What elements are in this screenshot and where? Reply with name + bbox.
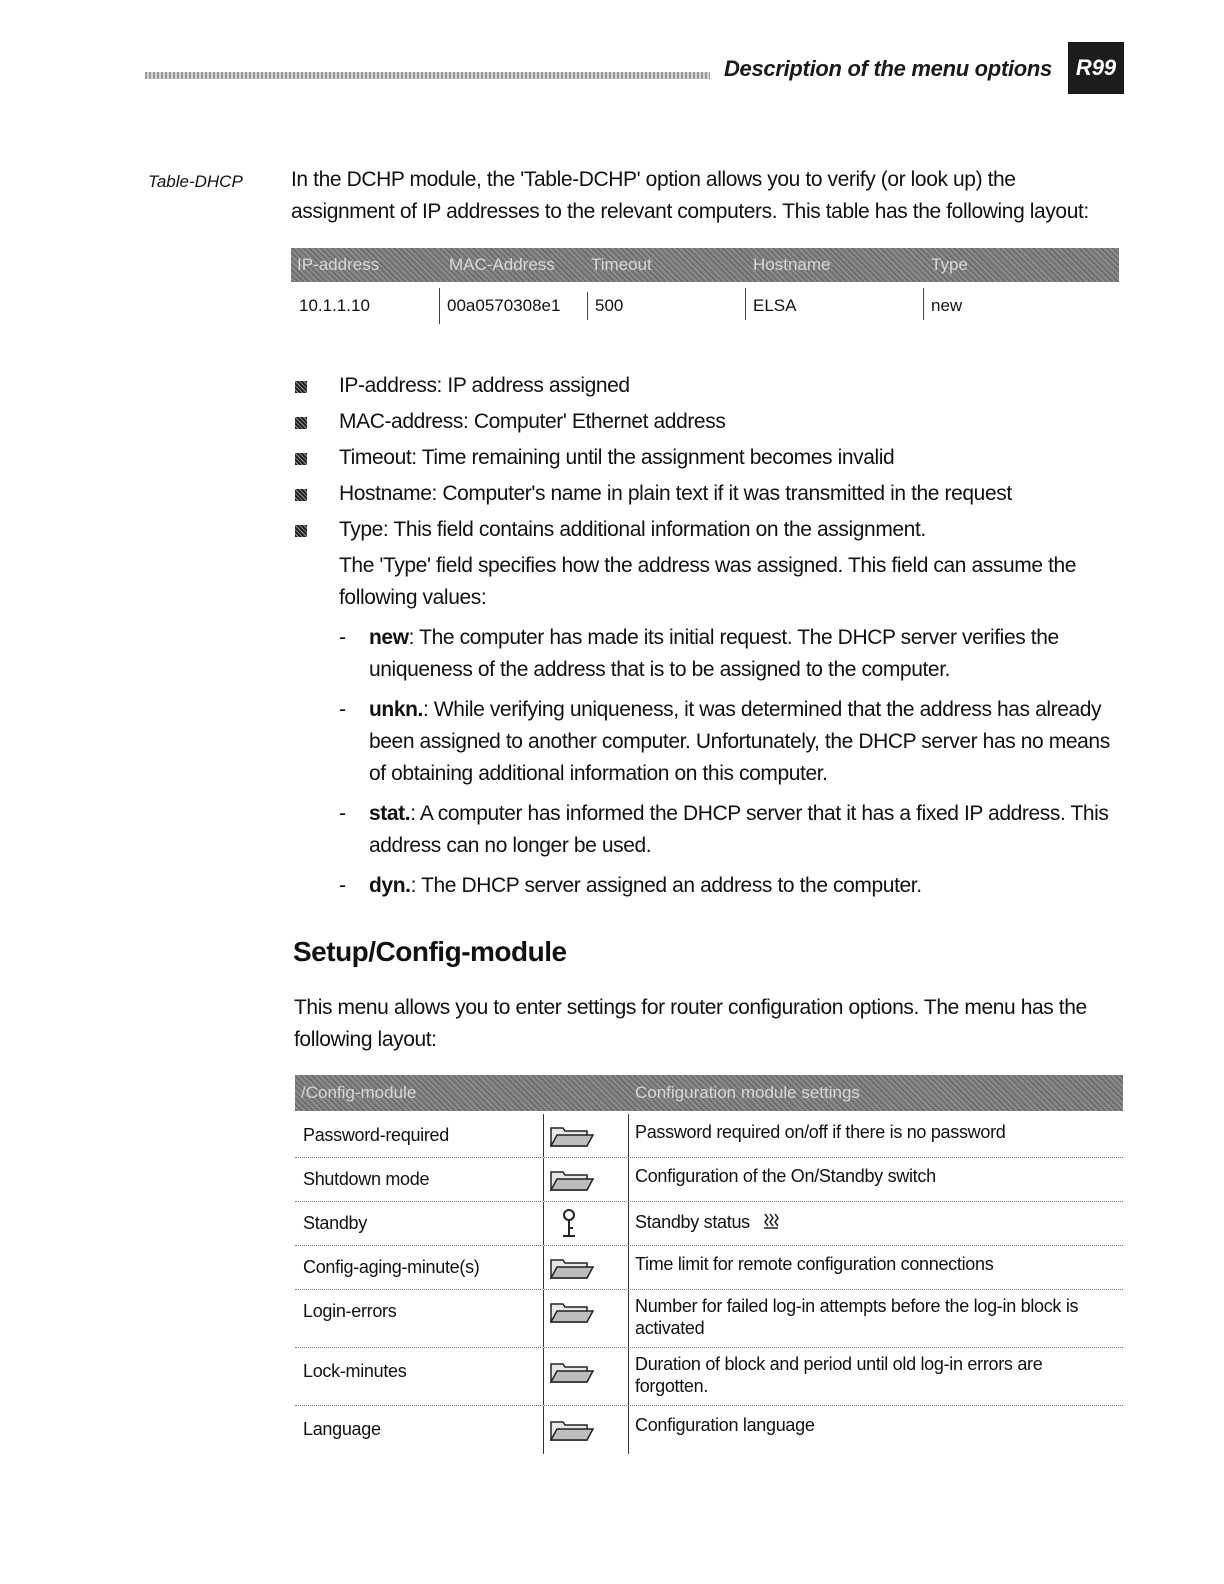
list-item: - unkn.: While verifying uniqueness, it was determined that the address has already been assigned to another computer. Unfortunately, the DHCP server has no means of obtaining additional information on this computer. xyxy=(339,698,1110,785)
running-header-title: Description of the menu options xyxy=(723,56,1052,81)
config-table xyxy=(295,1114,1123,1454)
dhcp-col-mac: MAC-Address xyxy=(449,255,555,274)
column-divider xyxy=(923,288,924,320)
list-item: MAC-address: Computer' Ethernet address xyxy=(291,406,1121,438)
config-option-name: Language xyxy=(303,1419,381,1439)
bullet-square-icon xyxy=(295,381,307,393)
config-option-name: Config-aging-minute(s) xyxy=(303,1257,480,1277)
margin-label: Table-DHCP xyxy=(148,172,243,191)
bullet-square-icon xyxy=(295,453,307,465)
dhcp-col-type: Type xyxy=(931,255,968,274)
dhcp-cell-ip: 10.1.1.10 xyxy=(299,296,370,315)
type-term: dyn. xyxy=(369,874,411,897)
folder-icon[interactable] xyxy=(547,1168,595,1199)
config-option-description: Number for failed log-in attempts before the log-in block is activated xyxy=(635,1296,1079,1338)
dhcp-cell-type: new xyxy=(931,296,963,315)
setup-intro-paragraph: This menu allows you to enter settings for router configuration options. The menu has the following layout: xyxy=(294,996,1087,1051)
table-row xyxy=(295,1348,1123,1406)
config-option-description: Password required on/off if there is no password xyxy=(635,1122,1006,1142)
bullet-square-icon xyxy=(295,525,307,537)
config-option-description: Standby status xyxy=(635,1211,1115,1235)
type-field-description: The 'Type' field specifies how the address was assigned. This field can assume the following values: xyxy=(339,554,1077,609)
config-option-name: Password-required xyxy=(303,1125,449,1145)
column-divider xyxy=(745,288,746,320)
folder-icon[interactable] xyxy=(547,1256,595,1287)
list-item: Hostname: Computer's name in plain text if it was transmitted in the request xyxy=(291,478,1121,510)
list-item: Timeout: Time remaining until the assignment becomes invalid xyxy=(291,442,1121,474)
column-divider xyxy=(439,288,440,324)
list-item: - stat.: A computer has informed the DHCP server that it has a fixed IP address. This address can no longer be used. xyxy=(339,802,1109,857)
dhcp-table-row xyxy=(291,288,1119,324)
config-option-description: Time limit for remote configuration connections xyxy=(635,1254,994,1274)
list-item: - dyn.: The DHCP server assigned an address to the computer. xyxy=(339,874,922,897)
config-col-settings: Configuration module settings xyxy=(635,1083,860,1102)
list-item: IP-address: IP address assigned xyxy=(291,370,1121,402)
config-option-description: Configuration language xyxy=(635,1415,815,1435)
table-row xyxy=(295,1290,1123,1348)
table-row xyxy=(295,1246,1123,1290)
dhcp-cell-timeout: 500 xyxy=(595,296,624,315)
config-table-header xyxy=(295,1075,1123,1111)
config-col-module: /Config-module xyxy=(301,1083,417,1102)
page-number-badge: R99 xyxy=(1068,42,1124,94)
dhcp-col-ip: IP-address xyxy=(297,255,380,274)
folder-icon[interactable] xyxy=(547,1124,595,1155)
folder-icon[interactable] xyxy=(547,1300,595,1331)
config-option-name: Standby xyxy=(303,1213,367,1233)
header-rule xyxy=(145,72,710,79)
dhcp-table-header xyxy=(291,248,1119,282)
list-item: - new: The computer has made its initial request. The DHCP server verifies the uniqueness of the address that is to be assigned to the computer. xyxy=(339,626,1059,681)
list-item: Type: This field contains additional information on the assignment. xyxy=(291,514,1121,546)
bullet-square-icon xyxy=(295,489,307,501)
table-row xyxy=(295,1202,1123,1246)
type-values-list xyxy=(291,622,1121,902)
dhcp-cell-hostname: ELSA xyxy=(753,296,797,315)
key-icon[interactable] xyxy=(557,1208,581,1245)
dhcp-intro-paragraph: In the DCHP module, the 'Table-DCHP' option allows you to verify (or look up) the assignment of IP addresses to the relevant computers. This table has the following layout: xyxy=(291,168,1089,223)
folder-icon[interactable] xyxy=(547,1418,595,1449)
config-option-name: Lock-minutes xyxy=(303,1361,407,1381)
config-option-name: Login-errors xyxy=(303,1301,397,1321)
table-row xyxy=(295,1158,1123,1202)
table-row xyxy=(295,1114,1123,1158)
config-option-description: Duration of block and period until old log-in errors are forgotten. xyxy=(635,1354,1043,1396)
type-term: stat. xyxy=(369,802,411,825)
dhcp-cell-mac: 00a0570308e1 xyxy=(447,296,561,315)
config-option-description: Configuration of the On/Standby switch xyxy=(635,1166,936,1186)
type-term: new xyxy=(369,626,409,649)
config-option-name: Shutdown mode xyxy=(303,1169,430,1189)
dhcp-col-hostname: Hostname xyxy=(753,255,831,274)
field-description-list xyxy=(291,370,1121,910)
dhcp-col-timeout: Timeout xyxy=(591,255,652,274)
bullet-square-icon xyxy=(295,417,307,429)
column-divider xyxy=(587,292,588,320)
table-row xyxy=(295,1406,1123,1454)
status-icon xyxy=(763,1212,779,1235)
type-term: unkn. xyxy=(369,698,423,721)
folder-icon[interactable] xyxy=(547,1360,595,1391)
section-title: Setup/Config-module xyxy=(293,936,567,967)
